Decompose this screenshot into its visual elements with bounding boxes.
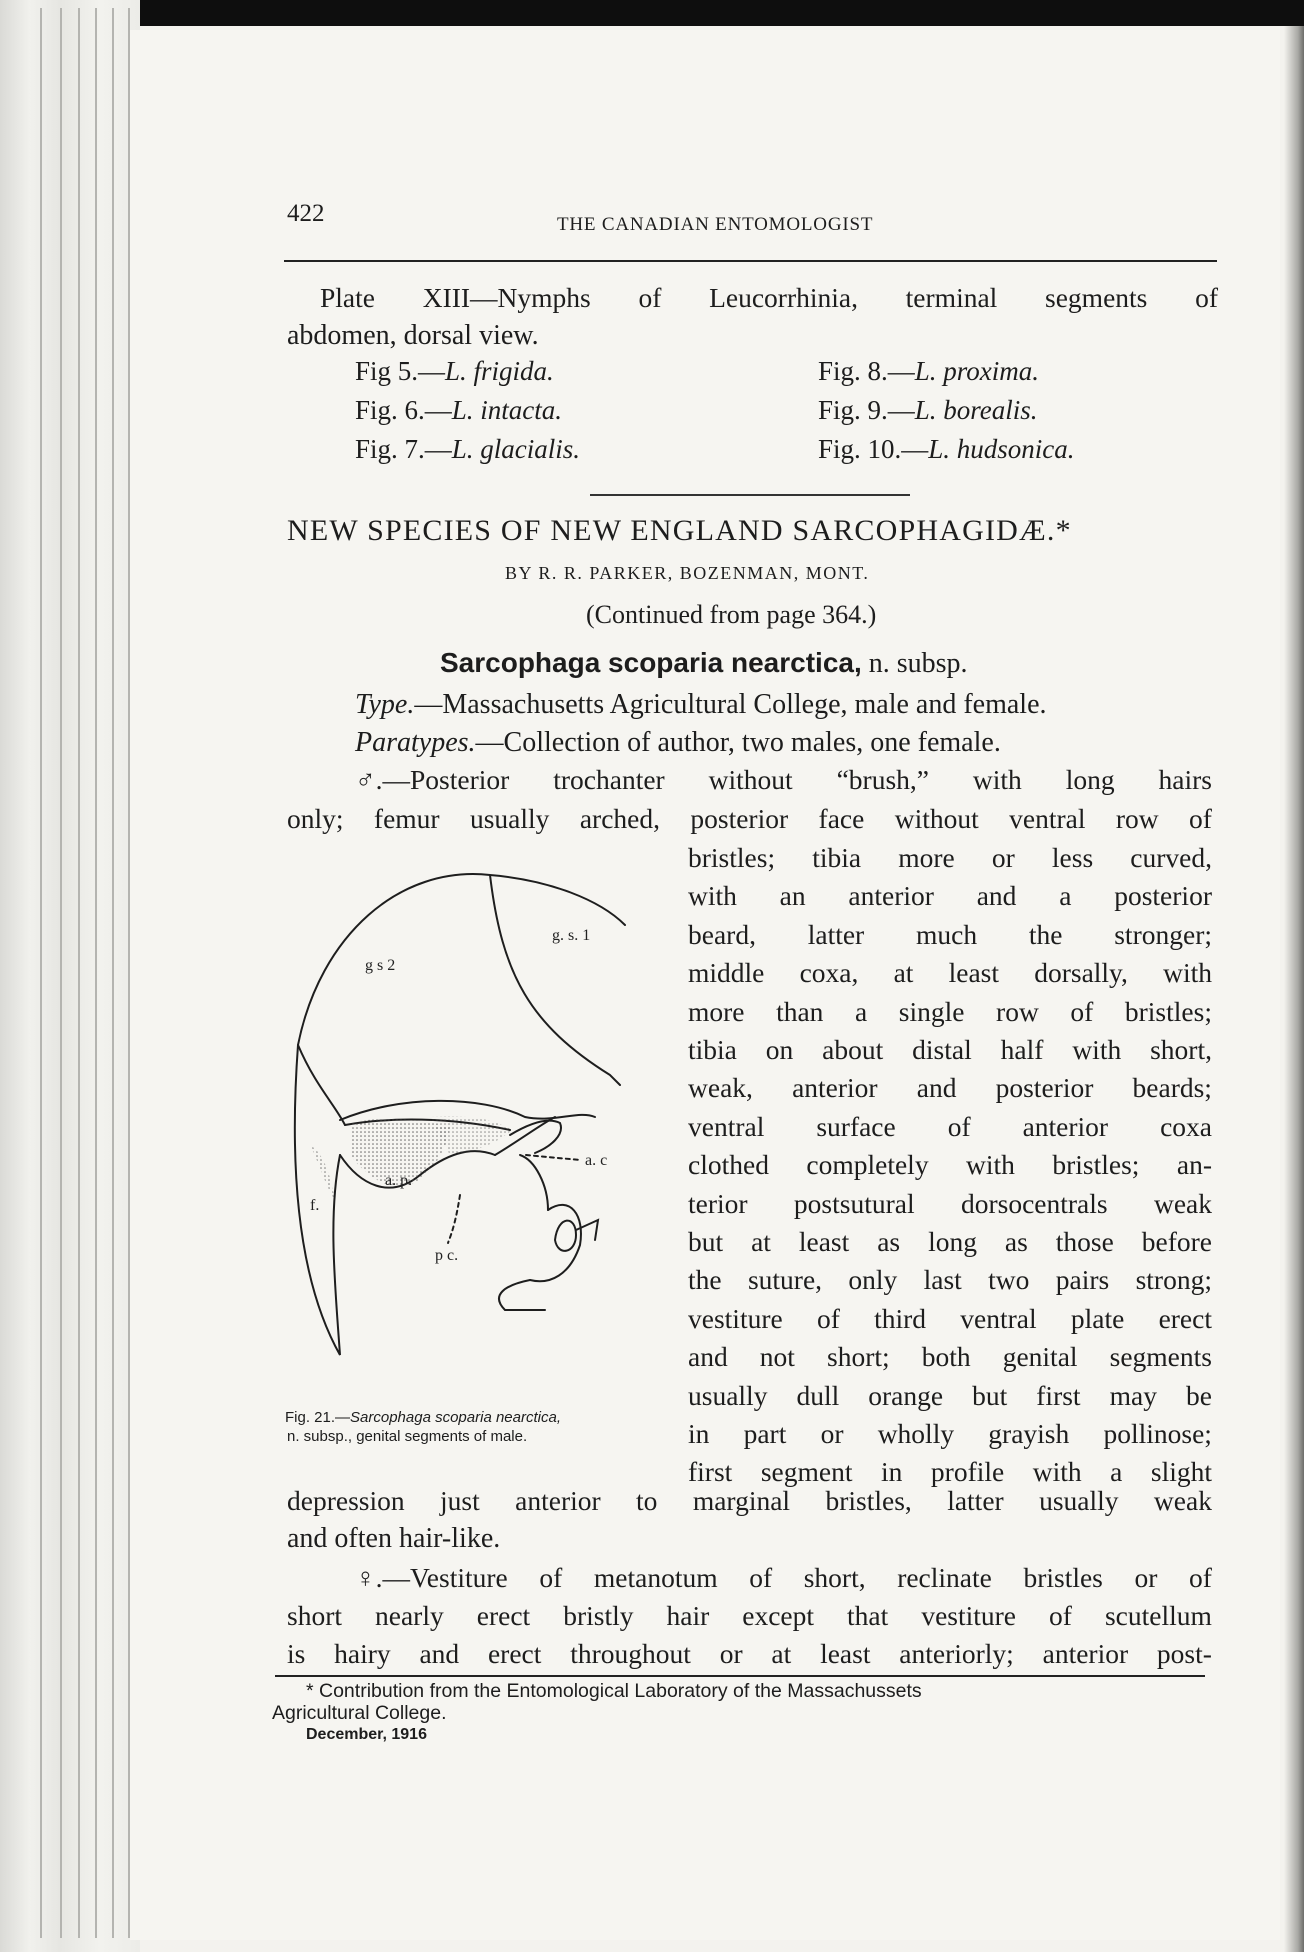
section-divider	[590, 494, 910, 496]
page-number: 422	[287, 200, 325, 227]
plate-fig-6: Fig. 6.—L. intacta.	[355, 395, 563, 425]
plate-fig-7: Fig. 7.—L. glacialis.	[355, 434, 581, 464]
paratypes-line: Paratypes.—Collection of author, two males, one female.	[355, 727, 1001, 758]
wrap-line: vestiture of third ventral plate erect	[688, 1302, 1212, 1334]
article-title: NEW SPECIES OF NEW ENGLAND SARCOPHAGIDÆ.*	[287, 514, 1072, 547]
header-rule	[284, 260, 1217, 262]
wrap-line: the suture, only last two pairs strong;	[688, 1264, 1212, 1296]
plate-fig-9: Fig. 9.—L. borealis.	[818, 395, 1038, 425]
running-head: THE CANADIAN ENTOMOLOGIST	[557, 214, 874, 235]
type-line: Type.—Massachusetts Agricultural College, male and female.	[355, 689, 1047, 720]
male-line-1: ♂.—Posterior trochanter without “brush,” with long hairs	[355, 764, 1212, 795]
species-heading: Sarcophaga scoparia nearctica, n. subsp.	[440, 647, 968, 679]
wrap-line: bristles; tibia more or less curved,	[688, 842, 1212, 873]
wrap-line: terior postsutural dorsocentrals weak	[688, 1187, 1212, 1219]
label-pc: p c.	[435, 1247, 459, 1264]
label-f: f.	[310, 1197, 320, 1214]
wrap-line: clothed completely with bristles; an-	[688, 1149, 1212, 1181]
footnote: * Contribution from the Entomological Laboratory of the Massachussets Agricultural College. December, 1916	[272, 1680, 922, 1743]
label-gs1: g. s. 1	[552, 927, 591, 944]
plate-fig-5: Fig 5.—L. frigida.	[355, 356, 554, 386]
body-line-hairlike: and often hair-like.	[287, 1523, 501, 1554]
body-line-depression: depression just anterior to marginal bristles, latter usually weak	[287, 1485, 1212, 1516]
wrap-line: with an anterior and a posterior	[688, 880, 1212, 912]
plate-caption-line-2: abdomen, dorsal view.	[287, 320, 539, 351]
wrap-line: beard, latter much the stronger;	[688, 918, 1212, 950]
female-line-2: short nearly erect bristly hair except that vestiture of scutellum	[287, 1600, 1212, 1631]
wrap-line: more than a single row of bristles;	[688, 995, 1212, 1027]
page-right-edge	[1284, 26, 1304, 1952]
byline: BY R. R. PARKER, BOZENMAN, MONT.	[505, 563, 870, 583]
wrap-line: usually dull orange but first may be	[688, 1379, 1212, 1411]
female-line-1: ♀.—Vestiture of metanotum of short, reclinate bristles or of	[355, 1562, 1212, 1593]
plate-caption-line-1: Plate XIII—Nymphs of Leucorrhinia, terminal segments of	[320, 282, 1218, 313]
figure-caption: Fig. 21.—Sarcophaga scoparia nearctica, n. subsp., genital segments of male.	[285, 1409, 561, 1445]
plate-fig-8: Fig. 8.—L. proxima.	[818, 356, 1040, 386]
top-dark-border	[0, 0, 1304, 26]
wrap-line: ventral surface of anterior coxa	[688, 1110, 1212, 1142]
wrap-line: first segment in profile with a slight	[688, 1456, 1212, 1488]
wrap-line: weak, anterior and posterior beards;	[688, 1072, 1212, 1104]
page-stack-edges	[0, 0, 140, 1952]
footnote-rule	[275, 1675, 1205, 1677]
male-line-2: only; femur usually arched, posterior face without ventral row of	[287, 803, 1212, 834]
wrap-line: and not short; both genital segments	[688, 1341, 1212, 1373]
figure-21-genital-segments	[280, 855, 680, 1365]
plate-fig-10: Fig. 10.—L. hudsonica.	[818, 434, 1075, 464]
label-ap: a. p.	[385, 1172, 413, 1189]
wrap-line: in part or wholly grayish pollinose;	[688, 1418, 1212, 1449]
label-gs2: g s 2	[365, 957, 396, 974]
continued-note: (Continued from page 364.)	[586, 600, 877, 629]
wrap-line: middle coxa, at least dorsally, with	[688, 957, 1212, 989]
label-ac: a. c	[585, 1152, 608, 1169]
female-line-3: is hairy and erect throughout or at least anteriorly; anterior post-	[287, 1638, 1212, 1669]
wrap-line: but at least as long as those before	[688, 1226, 1212, 1257]
wrap-line: tibia on about distal half with short,	[688, 1034, 1212, 1065]
